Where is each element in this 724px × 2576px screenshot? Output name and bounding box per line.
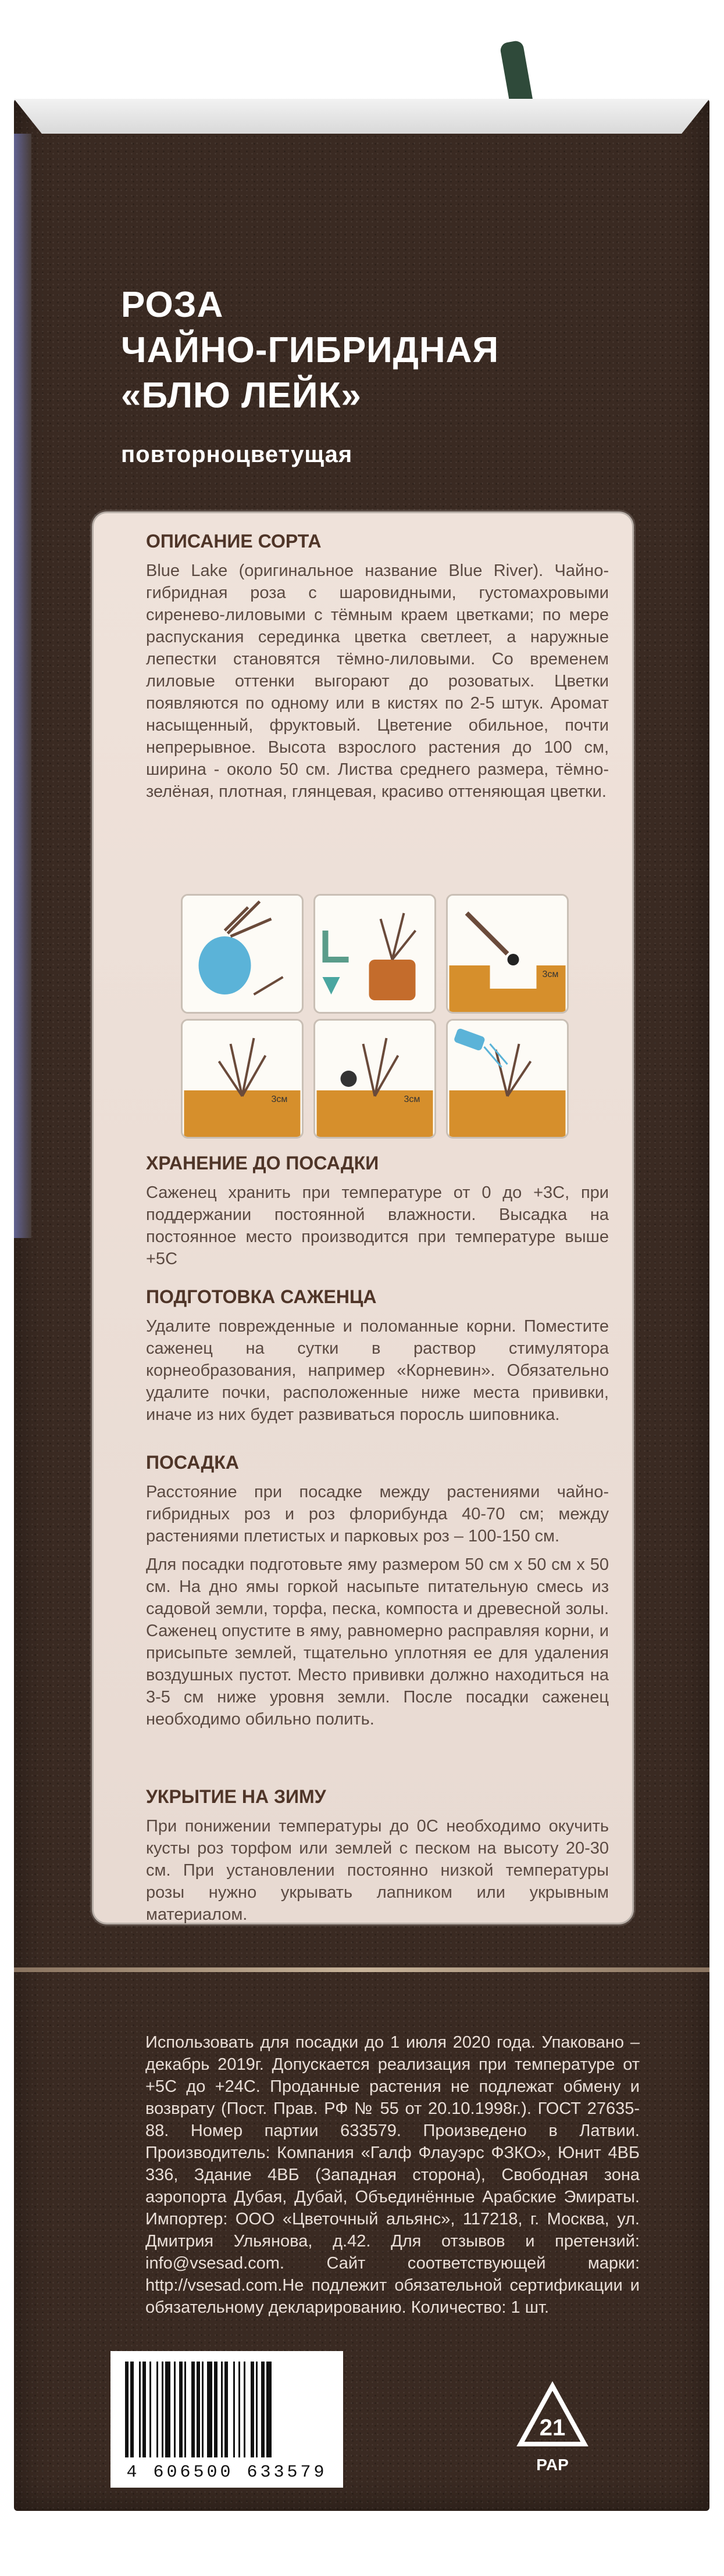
product-subtitle: повторноцветущая	[121, 442, 353, 467]
barcode-bar	[266, 2362, 272, 2457]
recycle-code: PAP	[536, 2456, 569, 2474]
legal-info-text: Использовать для посадки до 1 июля 2020 года. Упаковано – декабрь 2019г. Допускается реализация при температуре от +5С до +24С. Проданные растения не подлежат обмену и возврату (Пост. Прав. РФ № 55 от 20.10.1998г.). ГОСТ 27635-88. Номер партии 633579. Произведено в Латвии. Производитель: Компания «Галф Флауэрс ФЗКО», Юнит 4ВБ 336, Здание 4ВБ (Западная сторона), Свободная зона аэропорта Дубая, Дубай, Объединённые Арабские Эмираты. Импортер: ООО «Цветочный альянс», 117218, г. Москва, ул. Дмитрия Ульянова, д.42. Для отзывов и претензий: info@vsesad.com. Сайт соответствующей марки: http://vsesad.com.Не подлежит обязательной сертификации и обязательному декларированию. Количество: 1 шт.	[145, 2033, 640, 2317]
adding-soil-icon	[313, 1019, 436, 1139]
package-side-strip	[14, 134, 31, 1238]
barcode-bar	[165, 2362, 170, 2457]
barcode-number: 4 606500 633579	[126, 2463, 327, 2482]
barcode-bar	[245, 2362, 251, 2457]
depth-mark-label: 3см	[271, 1094, 288, 1104]
barcode-bars	[125, 2362, 329, 2457]
storage-text: Саженец хранить при температуре от 0 до +3С, при поддержании постоянной влажности. Высадка на постоянное место производится при температуре выше +5С	[146, 1183, 609, 1268]
planting-text-2: Для посадки подготовьте яму размером 50 см х 50 см х 50 см. На дно ямы горкой насыпьте питательную смесь из садовой земли, торфа, песка, компоста и древесной золы. Саженец опустите в яму, равномерно расправляя корни, и присыпьте землей, тщательно уплотняя ее для удаления воздушных пустот. Место прививки должно находиться на 3-5 см ниже уровня земли. После посадки саженец необходимо обильно полить.	[146, 1555, 609, 1729]
variety-text: Blue Lake (оригинальное название Blue River). Чайно-гибридная роза с шаровидными, густомахровыми сиренево-лиловыми с тёмным краем цветками; по мере распускания серединка цветка светлеет, а наружные лепестки становятся тёмно-лиловыми. Со временем лиловые оттенки выгорают до розоватых. Цветки появляются по одному или в кистях по 2-5 штук. Аромат насыщенный, фруктовый. Цветение обильное, почти непрерывное. Высота взрослого растения до 100 см, ширина - около 50 см. Листва среднего размера, тёмно-зелёная, плотная, глянцевая, красиво оттеняющая цветки.	[146, 561, 609, 801]
barcode-bar	[151, 2362, 156, 2457]
digging-hole-icon	[446, 894, 569, 1014]
watering-icon	[446, 1019, 569, 1139]
barcode	[110, 2351, 343, 2488]
recycle-icon	[515, 2380, 590, 2479]
product-name-line1: РОЗА	[121, 285, 224, 325]
planting-in-pit-icon	[181, 1019, 304, 1139]
winter-text: При понижении температуры до 0С необходимо окучить кусты роз торфом или землей с песком на высоту 20-30 см. При установлении постоянно низкой температуры розы нужно укрывать лапником или укрывным материалом.	[146, 1817, 609, 1924]
winter-title: УКРЫТИЕ НА ЗИМУ	[146, 1786, 326, 1807]
preparation-title: ПОДГОТОВКА САЖЕНЦА	[146, 1286, 377, 1307]
package-divider	[14, 1967, 709, 1972]
product-name-line2: ЧАЙНО-ГИБРИДНАЯ	[121, 330, 500, 370]
depth-mark-label: 3см	[404, 1094, 420, 1104]
roots-soaking-icon	[181, 894, 304, 1014]
planting-text-1: Расстояние при посадке между растениями чайно-гибридных роз и роз флорибунда 40-70 см; между растениями плетистых и парковых роз – 100-150 см.	[146, 1483, 609, 1545]
barcode-bar	[186, 2362, 191, 2457]
variety-title: ОПИСАНИЕ СОРТА	[146, 531, 322, 552]
depth-mark-label: 3см	[542, 969, 559, 979]
product-name-line3: «БЛЮ ЛЕЙК»	[121, 375, 362, 416]
instructions-panel	[92, 511, 634, 1924]
barcode-bar	[228, 2362, 233, 2457]
planting-title: ПОСАДКА	[146, 1452, 239, 1473]
barcode-bar	[134, 2362, 139, 2457]
storage-title: ХРАНЕНИЕ ДО ПОСАДКИ	[146, 1153, 379, 1173]
package-top-flap	[14, 99, 709, 134]
barcode-bar	[272, 2362, 273, 2457]
preparation-text: Удалите поврежденные и поломанные корни. Поместите саженец на сутки в раствор стимулятора корнеобразования, например «Корневин». Обязательно удалите почки, расположенные ниже места прививки, иначе из них будет развиваться поросль шиповника.	[146, 1317, 609, 1424]
seedling-in-bucket-icon	[313, 894, 436, 1014]
recycle-number: 21	[539, 2415, 566, 2441]
barcode-bar	[207, 2362, 212, 2457]
